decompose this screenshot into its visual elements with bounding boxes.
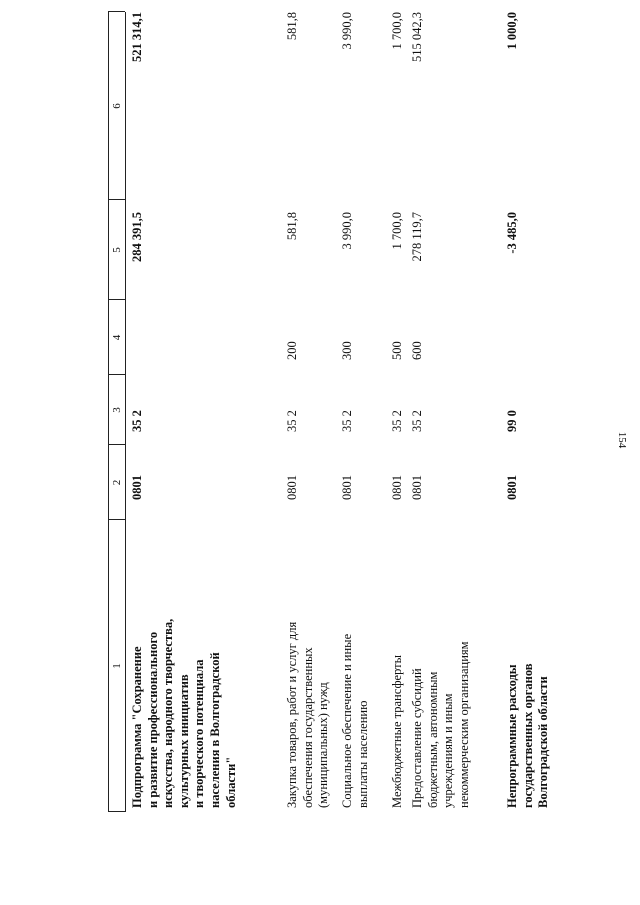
- row-csr-cell: 99 0: [505, 410, 519, 432]
- row-name-line: Межбюджетные трансферты: [390, 654, 404, 808]
- row-v6-cell: 581,8: [285, 12, 299, 41]
- row-v5-cell: 278 119,7: [410, 212, 424, 262]
- header-bottom-border: [125, 12, 126, 812]
- row-v6-cell: 515 042,3: [410, 12, 424, 62]
- row-name-line: обеспечения государственных: [300, 647, 315, 808]
- row-name-line: (муниципальных) нужд: [316, 682, 331, 808]
- page-number: 154: [616, 431, 628, 449]
- header-col-2: 2: [111, 479, 123, 486]
- row-v5-cell: 581,8: [285, 212, 299, 241]
- row-vr-cell: 600: [410, 341, 424, 360]
- row-rz-cell: 0801: [390, 475, 404, 500]
- row-vr-cell: 500: [390, 341, 404, 360]
- row-name-line: населения в Волгоградской: [208, 652, 222, 808]
- row-name-line: Предоставление субсидий: [410, 668, 424, 808]
- row-v5-cell: 1 700,0: [390, 212, 404, 250]
- row-name-line: Подпрограмма "Сохранение: [130, 646, 144, 808]
- row-rz-cell: 0801: [285, 475, 299, 500]
- row-name-line: государственных органов: [520, 663, 535, 808]
- row-name-line: Волгоградской области: [536, 676, 551, 808]
- row-name-line: и развитие профессионального: [145, 631, 160, 808]
- row-name-line: области": [223, 756, 238, 808]
- row-name-line: учреждениям и иным: [441, 693, 456, 808]
- budget-table: [100, 0, 551, 820]
- row-rz-cell: 0801: [130, 475, 144, 500]
- row-name-line: выплаты населению: [355, 700, 370, 808]
- row-rz-cell: 0801: [410, 475, 424, 500]
- row-csr-cell: 35 2: [130, 410, 144, 432]
- row-name-line: и творческого потенциала: [192, 659, 207, 808]
- header-col-5: 5: [111, 247, 123, 253]
- row-name-line: культурных инициатив: [176, 674, 191, 808]
- row-rz-cell: 0801: [505, 475, 519, 500]
- row-name-line: Социальное обеспечение и иные: [340, 633, 354, 808]
- row-csr-cell: 35 2: [410, 410, 424, 432]
- row-csr-cell: 35 2: [285, 410, 299, 432]
- row-name-line: бюджетным, автономным: [425, 671, 440, 808]
- header-col-6: 6: [111, 103, 123, 109]
- header-col-3: 3: [111, 407, 123, 413]
- row-rz-cell: 0801: [340, 475, 354, 500]
- row-name-line: Закупка товаров, работ и услуг для: [285, 621, 299, 808]
- row-v5-cell: -3 485,0: [505, 212, 519, 254]
- row-name-line: искусства, народного творчества,: [161, 618, 176, 808]
- row-vr-cell: 200: [285, 341, 299, 360]
- row-name-line: некоммерческим организациям: [456, 641, 471, 808]
- row-name-line: Непрограммные расходы: [505, 664, 519, 808]
- row-vr-cell: 300: [340, 341, 354, 360]
- row-v6-cell: 1 000,0: [505, 12, 519, 50]
- table-top-border: [108, 12, 109, 812]
- row-csr-cell: 35 2: [390, 410, 404, 432]
- row-csr-cell: 35 2: [340, 410, 354, 432]
- row-v6-cell: 1 700,0: [390, 12, 404, 50]
- row-v6-cell: 3 990,0: [340, 12, 354, 50]
- row-v5-cell: 284 391,5: [130, 212, 144, 262]
- header-col-4: 4: [111, 334, 123, 341]
- row-v5-cell: 3 990,0: [340, 212, 354, 250]
- row-v6-cell: 521 314,1: [130, 12, 144, 62]
- header-col-1: 1: [111, 663, 123, 669]
